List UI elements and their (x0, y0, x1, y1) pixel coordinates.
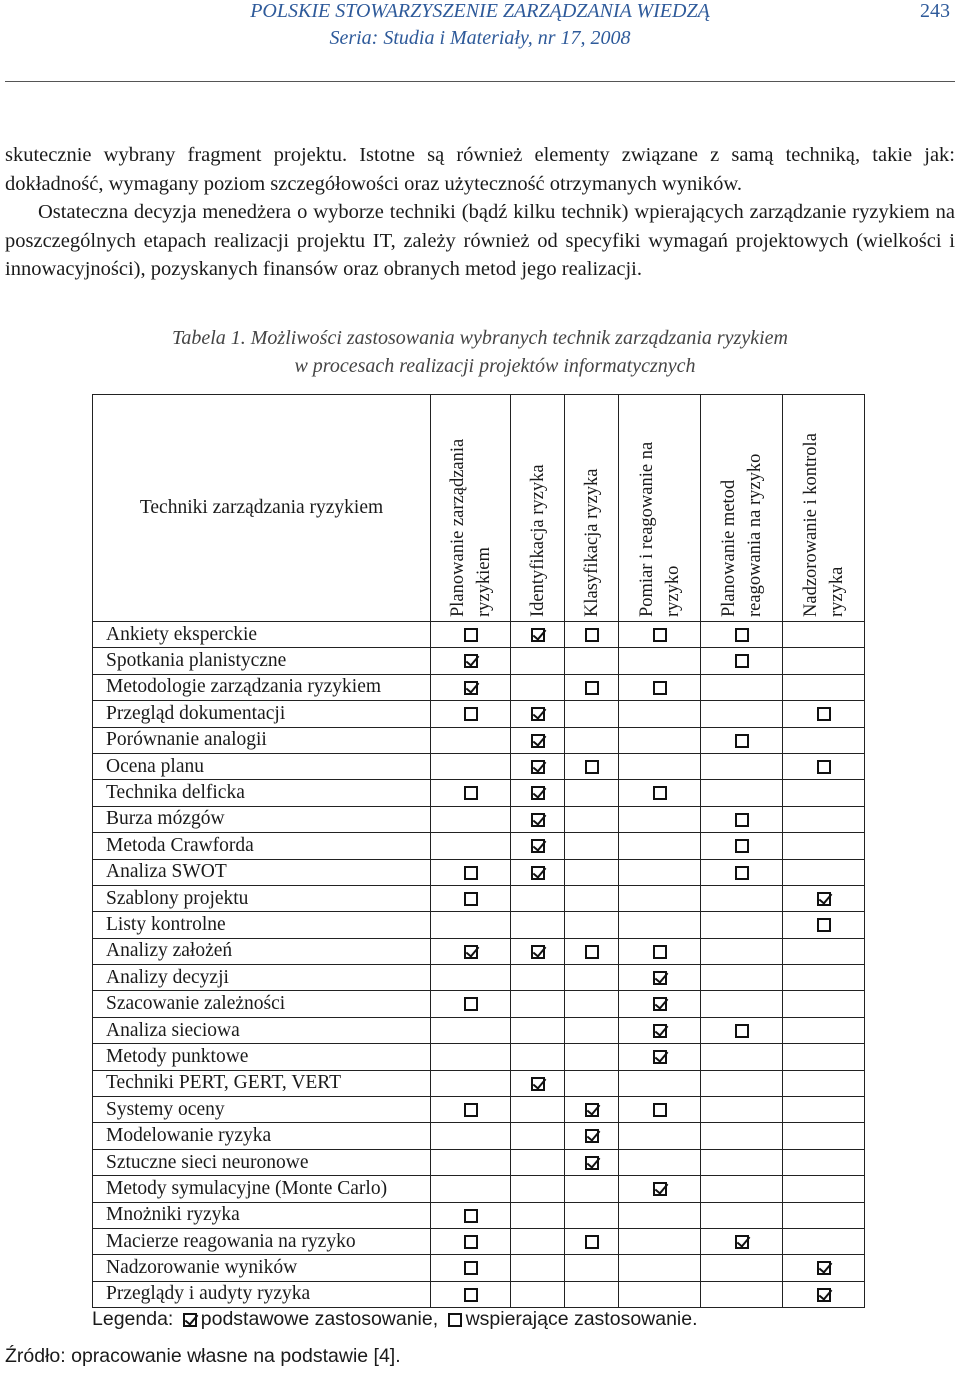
table-cell (431, 991, 511, 1017)
table-row (93, 648, 865, 674)
table-cell (431, 859, 511, 885)
table-cell (783, 1281, 865, 1307)
table-cell (701, 938, 783, 964)
table-cell (431, 938, 511, 964)
table-cell (431, 674, 511, 700)
table-cell (565, 1255, 619, 1281)
technique-name: Macierze reagowania na ryzyko (93, 1228, 431, 1254)
table-row (93, 991, 865, 1017)
table-cell (619, 806, 701, 832)
empty-box-icon (653, 945, 667, 959)
table-cell (701, 1281, 783, 1307)
table-cell (701, 859, 783, 885)
header-techniques: Techniki zarządzania ryzykiem (93, 395, 431, 622)
header-society-name: POLSKIE STOWARZYSZENIE ZARZĄDZANIA WIEDZĄ (250, 0, 710, 22)
technique-name: Metody symulacyjne (Monte Carlo) (93, 1176, 431, 1202)
empty-box-icon (735, 734, 749, 748)
technique-name: Analizy decyzji (93, 965, 431, 991)
table-cell (431, 1228, 511, 1254)
table-cell (511, 1202, 565, 1228)
table-cell (511, 859, 565, 885)
table-cell (431, 701, 511, 727)
table-cell (619, 753, 701, 779)
table-cell (701, 1202, 783, 1228)
technique-name: Burza mózgów (93, 806, 431, 832)
table-cell (431, 1255, 511, 1281)
empty-box-icon (464, 1261, 478, 1275)
table-cell (619, 1176, 701, 1202)
table-cell (511, 965, 565, 991)
table-row (93, 806, 865, 832)
table-cell (701, 674, 783, 700)
table-cell (511, 727, 565, 753)
technique-name: Przeglądy i audyty ryzyka (93, 1281, 431, 1307)
table-cell (783, 1070, 865, 1096)
technique-name: Porównanie analogii (93, 727, 431, 753)
table-cell (431, 622, 511, 648)
table-caption (0, 324, 960, 380)
empty-box-icon (464, 997, 478, 1011)
table-cell (783, 1097, 865, 1123)
empty-box-icon (464, 628, 478, 642)
checked-box-icon (531, 707, 545, 721)
checked-box-icon (183, 1313, 197, 1327)
table-cell (619, 1070, 701, 1096)
checked-box-icon (531, 813, 545, 827)
empty-box-icon (464, 866, 478, 880)
header-col-identification (511, 395, 565, 622)
table-cell (431, 753, 511, 779)
table-cell (431, 965, 511, 991)
table-row (93, 727, 865, 753)
header-col-classification (565, 395, 619, 622)
empty-box-icon (735, 1024, 749, 1038)
table-cell (565, 1070, 619, 1096)
table-cell (511, 1255, 565, 1281)
table-cell (783, 648, 865, 674)
header-col-label: Planowanie metod reagowania na ryzyko (718, 453, 765, 617)
table-cell (619, 1281, 701, 1307)
running-header (0, 0, 960, 82)
empty-box-icon (585, 681, 599, 695)
empty-box-icon (464, 1235, 478, 1249)
technique-name: Analiza sieciowa (93, 1017, 431, 1043)
table-cell (619, 648, 701, 674)
header-col-label: Nadzorowanie i kontrola ryzyka (800, 433, 847, 617)
table-cell (619, 1017, 701, 1043)
table-cell (565, 1149, 619, 1175)
table-body (93, 622, 865, 1308)
header-col-measurement (619, 395, 701, 622)
checked-box-icon (585, 1156, 599, 1170)
table-row (93, 1070, 865, 1096)
table-cell (783, 885, 865, 911)
table-cell (701, 1228, 783, 1254)
table-cell (619, 1255, 701, 1281)
table-cell (431, 648, 511, 674)
table-cell (619, 1097, 701, 1123)
checked-box-icon (585, 1103, 599, 1117)
technique-name: Ankiety eksperckie (93, 622, 431, 648)
table-cell (565, 885, 619, 911)
empty-box-icon (464, 1209, 478, 1223)
table-cell (701, 912, 783, 938)
empty-box-icon (817, 918, 831, 932)
table-cell (431, 1017, 511, 1043)
checked-box-icon (531, 945, 545, 959)
table-cell (431, 1281, 511, 1307)
table-cell (783, 753, 865, 779)
table-cell (511, 1149, 565, 1175)
table-cell (431, 1202, 511, 1228)
table-cell (511, 1044, 565, 1070)
checked-box-icon (464, 945, 478, 959)
technique-name: Metoda Crawforda (93, 833, 431, 859)
technique-name: Sztuczne sieci neuronowe (93, 1149, 431, 1175)
checked-box-icon (653, 1024, 667, 1038)
table-cell (565, 806, 619, 832)
technique-name: Nadzorowanie wyników (93, 1255, 431, 1281)
risk-techniques-table (92, 394, 865, 1308)
table-cell (783, 965, 865, 991)
table-cell (783, 727, 865, 753)
table-row (93, 1044, 865, 1070)
table-row (93, 1228, 865, 1254)
table-row (93, 912, 865, 938)
empty-box-icon (735, 839, 749, 853)
legend-label: Legenda: (92, 1308, 174, 1330)
technique-name: Analiza SWOT (93, 859, 431, 885)
table-cell (565, 780, 619, 806)
empty-box-icon (653, 681, 667, 695)
header-col-label: Pomiar i reagowanie na ryzyko (636, 441, 683, 617)
table-cell (565, 753, 619, 779)
table-cell (431, 912, 511, 938)
table-cell (619, 674, 701, 700)
checked-box-icon (653, 971, 667, 985)
table-cell (701, 1176, 783, 1202)
table-container (92, 394, 865, 1308)
table-cell (701, 727, 783, 753)
caption-line-1: Tabela 1. Możliwości zastosowania wybranych technik zarządzania ryzykiem (172, 327, 788, 349)
table-cell (619, 991, 701, 1017)
empty-box-icon (585, 945, 599, 959)
table-row (93, 965, 865, 991)
page-number: 243 (920, 0, 950, 22)
table-cell (511, 1017, 565, 1043)
table-cell (783, 938, 865, 964)
table-cell (565, 1123, 619, 1149)
table-cell (701, 1255, 783, 1281)
table-cell (701, 1123, 783, 1149)
table-cell (511, 1123, 565, 1149)
checked-box-icon (531, 734, 545, 748)
table-cell (565, 701, 619, 727)
empty-box-icon (464, 707, 478, 721)
table-cell (783, 1044, 865, 1070)
table-row (93, 1202, 865, 1228)
empty-box-icon (464, 1288, 478, 1302)
table-cell (783, 991, 865, 1017)
table-cell (701, 1017, 783, 1043)
empty-box-icon (817, 707, 831, 721)
table-cell (431, 885, 511, 911)
table-cell (701, 885, 783, 911)
technique-name: Modelowanie ryzyka (93, 1123, 431, 1149)
table-cell (565, 622, 619, 648)
table-cell (701, 1149, 783, 1175)
table-cell (511, 912, 565, 938)
table-cell (619, 885, 701, 911)
table-cell (783, 674, 865, 700)
table-cell (511, 806, 565, 832)
table-cell (565, 1097, 619, 1123)
table-cell (701, 622, 783, 648)
table-cell (565, 648, 619, 674)
table-cell (431, 1044, 511, 1070)
table-cell (619, 859, 701, 885)
checked-box-icon (817, 892, 831, 906)
table-row (93, 701, 865, 727)
empty-box-icon (464, 892, 478, 906)
checked-box-icon (531, 760, 545, 774)
empty-box-icon (464, 786, 478, 800)
checked-box-icon (817, 1288, 831, 1302)
table-cell (565, 1281, 619, 1307)
checked-box-icon (531, 1077, 545, 1091)
checked-box-icon (464, 681, 478, 695)
technique-name: Metodologie zarządzania ryzykiem (93, 674, 431, 700)
table-cell (619, 912, 701, 938)
table-cell (511, 780, 565, 806)
table-cell (783, 806, 865, 832)
table-cell (565, 938, 619, 964)
table-cell (431, 1176, 511, 1202)
table-cell (431, 780, 511, 806)
table-cell (511, 1176, 565, 1202)
header-col-label: Identyfikacja ryzyka (527, 464, 548, 617)
table-row (93, 674, 865, 700)
table-row (93, 1017, 865, 1043)
technique-name: Metody punktowe (93, 1044, 431, 1070)
table-cell (511, 885, 565, 911)
table-cell (619, 780, 701, 806)
table-cell (783, 1255, 865, 1281)
checked-box-icon (817, 1261, 831, 1275)
checked-box-icon (585, 1129, 599, 1143)
table-cell (431, 1149, 511, 1175)
table-cell (783, 780, 865, 806)
checked-box-icon (735, 1235, 749, 1249)
table-cell (511, 1097, 565, 1123)
table-cell (783, 1123, 865, 1149)
table-cell (431, 1123, 511, 1149)
table-cell (565, 674, 619, 700)
table-cell (565, 1176, 619, 1202)
table-cell (431, 1097, 511, 1123)
technique-name: Mnożniki ryzyka (93, 1202, 431, 1228)
table-row (93, 622, 865, 648)
table-cell (783, 1149, 865, 1175)
table-cell (511, 1228, 565, 1254)
table-cell (565, 1228, 619, 1254)
table-cell (701, 701, 783, 727)
empty-box-icon (735, 866, 749, 880)
table-cell (511, 1281, 565, 1307)
table-cell (431, 833, 511, 859)
header-col-label: Planowanie zarządzania ryzykiem (447, 438, 494, 617)
table-header-row (93, 395, 865, 622)
table-cell (701, 991, 783, 1017)
table-cell (511, 674, 565, 700)
table-cell (565, 1202, 619, 1228)
table-row (93, 1281, 865, 1307)
table-cell (701, 1070, 783, 1096)
checked-box-icon (531, 628, 545, 642)
table-cell (619, 701, 701, 727)
technique-name: Szablony projektu (93, 885, 431, 911)
technique-name: Ocena planu (93, 753, 431, 779)
technique-name: Szacowanie zależności (93, 991, 431, 1017)
table-cell (511, 753, 565, 779)
table-cell (431, 806, 511, 832)
table-cell (565, 991, 619, 1017)
table-row (93, 1123, 865, 1149)
table-row (93, 1149, 865, 1175)
empty-box-icon (735, 813, 749, 827)
table-cell (565, 912, 619, 938)
table-cell (619, 1149, 701, 1175)
table-cell (783, 622, 865, 648)
checked-box-icon (653, 997, 667, 1011)
empty-box-icon (585, 760, 599, 774)
technique-name: Listy kontrolne (93, 912, 431, 938)
table-row (93, 1097, 865, 1123)
table-cell (511, 622, 565, 648)
technique-name: Technika delficka (93, 780, 431, 806)
table-row (93, 780, 865, 806)
table-cell (701, 806, 783, 832)
technique-name: Techniki PERT, GERT, VERT (93, 1070, 431, 1096)
table-cell (783, 701, 865, 727)
checked-box-icon (653, 1050, 667, 1064)
table-cell (783, 1176, 865, 1202)
table-cell (565, 833, 619, 859)
table-cell (783, 859, 865, 885)
empty-box-icon (585, 1235, 599, 1249)
table-cell (511, 648, 565, 674)
empty-box-icon (735, 654, 749, 668)
paragraph-1: skutecznie wybrany fragment projektu. Istotne są również elementy związane z samą techniką, takie jak: dokładność, wymagany poziom szczegółowości oraz użyteczność otrzymanych wyników. (5, 144, 955, 195)
legend (92, 1308, 698, 1331)
table-cell (783, 1228, 865, 1254)
checked-box-icon (531, 866, 545, 880)
table-cell (701, 753, 783, 779)
table-row (93, 859, 865, 885)
table-cell (701, 780, 783, 806)
table-cell (783, 912, 865, 938)
table-cell (431, 1070, 511, 1096)
table-cell (511, 938, 565, 964)
table-row (93, 833, 865, 859)
table-cell (565, 859, 619, 885)
empty-box-icon (653, 786, 667, 800)
table-cell (511, 991, 565, 1017)
table-cell (701, 833, 783, 859)
empty-box-icon (653, 1103, 667, 1117)
header-series: Seria: Studia i Materiały, nr 17, 2008 (329, 27, 631, 49)
table-cell (701, 648, 783, 674)
technique-name: Przegląd dokumentacji (93, 701, 431, 727)
technique-name: Spotkania planistyczne (93, 648, 431, 674)
table-cell (565, 1017, 619, 1043)
body-text (5, 141, 955, 284)
empty-box-icon (817, 760, 831, 774)
empty-box-icon (448, 1313, 462, 1327)
caption-line-2: w procesach realizacji projektów informatycznych (294, 355, 696, 377)
table-row (93, 938, 865, 964)
checked-box-icon (531, 786, 545, 800)
table-cell (783, 1017, 865, 1043)
table-cell (619, 1044, 701, 1070)
technique-name: Analizy założeń (93, 938, 431, 964)
table-cell (431, 727, 511, 753)
table-row (93, 753, 865, 779)
table-row (93, 1176, 865, 1202)
table-cell (619, 1123, 701, 1149)
table-cell (701, 965, 783, 991)
legend-supporting-text: wspierające zastosowanie. (465, 1308, 698, 1330)
header-rule (5, 81, 955, 82)
empty-box-icon (585, 628, 599, 642)
table-cell (511, 833, 565, 859)
table-cell (619, 622, 701, 648)
table-cell (783, 833, 865, 859)
table-cell (511, 1070, 565, 1096)
table-cell (619, 727, 701, 753)
table-row (93, 1255, 865, 1281)
table-cell (619, 938, 701, 964)
checked-box-icon (653, 1182, 667, 1196)
paragraph-2: Ostateczna decyzja menedżera o wyborze techniki (bądź kilku technik) wpierających zarządzanie ryzykiem na poszczególnych etapach realizacji projektu IT, zależy również od specyfiki wymagań projektowych (wielkości i innowacyjności), pozyskanych finansów oraz obranych metod jego realizacji. (5, 201, 955, 280)
table-cell (619, 1228, 701, 1254)
table-cell (511, 701, 565, 727)
table-cell (565, 727, 619, 753)
table-cell (619, 833, 701, 859)
empty-box-icon (464, 1103, 478, 1117)
legend-primary-text: podstawowe zastosowanie, (200, 1308, 439, 1330)
table-cell (619, 1202, 701, 1228)
source-note: Źródło: opracowanie własne na podstawie [4]. (5, 1345, 401, 1367)
checked-box-icon (464, 654, 478, 668)
header-col-response-planning (701, 395, 783, 622)
table-cell (783, 1202, 865, 1228)
header-col-monitoring (783, 395, 865, 622)
table-cell (619, 965, 701, 991)
table-cell (701, 1097, 783, 1123)
empty-box-icon (735, 628, 749, 642)
table-cell (565, 965, 619, 991)
header-col-label: Klasyfikacja ryzyka (581, 468, 602, 617)
empty-box-icon (653, 628, 667, 642)
checked-box-icon (531, 839, 545, 853)
table-row (93, 885, 865, 911)
header-col-planning (431, 395, 511, 622)
table-cell (565, 1044, 619, 1070)
table-cell (701, 1044, 783, 1070)
technique-name: Systemy oceny (93, 1097, 431, 1123)
